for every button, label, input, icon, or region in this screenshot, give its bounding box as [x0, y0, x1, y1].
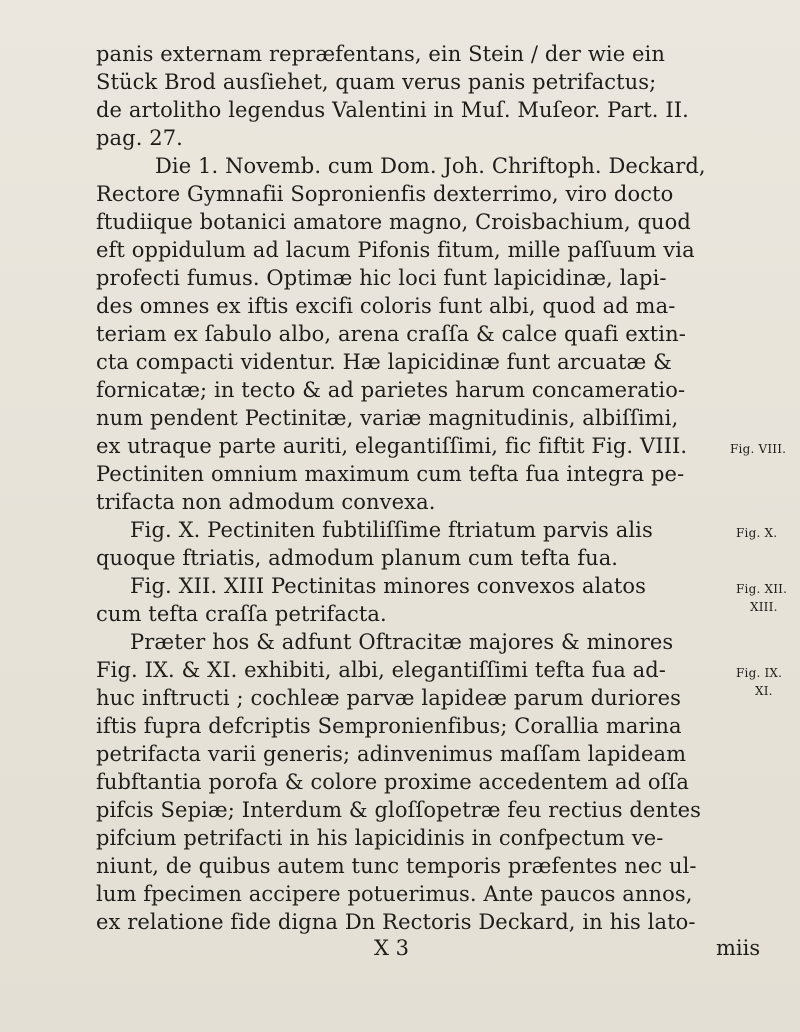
text-line-7: ftudiique botanici amatore magno, Croisbachium, quod: [96, 210, 691, 234]
catchword: miis: [716, 936, 761, 960]
text-line-18: Fig. X. Pectiniten fubtiliſſime ftriatum parvis alis: [130, 518, 653, 542]
text-line-8: eft oppidulum ad lacum Pifonis fitum, mille paſſuum via: [96, 238, 695, 262]
text-line-11: teriam ex ſabulo albo, arena craſſa & calce quafi extin-: [96, 322, 686, 346]
margin-note-xi: XI.: [755, 684, 773, 698]
signature-mark: X 3: [374, 936, 409, 960]
text-line-30: niunt, de quibus autem tunc temporis præfentes nec ul-: [96, 854, 697, 878]
text-line-6: Rectore Gymnafii Sopronienfis dexterrimo, viro docto: [96, 182, 674, 206]
text-line-21: cum tefta craſſa petrifacta.: [96, 602, 387, 626]
text-line-13: fornicatæ; in tecto & ad parietes harum concameratio-: [96, 378, 686, 402]
text-line-17: trifacta non admodum convexa.: [96, 490, 436, 514]
text-line-31: lum fpecimen accipere potuerimus. Ante paucos annos,: [96, 882, 693, 906]
margin-note-fig-x: Fig. X.: [736, 526, 778, 540]
text-line-19: quoque ftriatis, admodum planum cum tefta fua.: [96, 546, 619, 570]
margin-note-fig-ix: Fig. IX.: [736, 666, 783, 680]
margin-note-fig-xii: Fig. XII.: [736, 582, 788, 596]
text-line-23: Fig. IX. & XI. exhibiti, albi, elegantiſſimi tefta fua ad-: [96, 658, 666, 682]
text-line-16: Pectiniten omnium maximum cum tefta fua integra pe-: [96, 462, 685, 486]
text-line-28: pifcis Sepiæ; Interdum & gloſſopetræ feu rectius dentes: [96, 798, 702, 822]
text-line-12: cta compacti videntur. Hæ lapicidinæ funt arcuatæ &: [96, 350, 672, 374]
text-line-15: ex utraque parte auriti, elegantiſſimi, fic fiftit Fig. VIII.: [96, 434, 688, 458]
text-line-5: Die 1. Novemb. cum Dom. Joh. Chriftoph. Deckard,: [155, 154, 706, 178]
margin-note-xiii: XIII.: [750, 600, 778, 614]
text-line-4: pag. 27.: [96, 126, 183, 150]
text-line-10: des omnes ex iftis excifi coloris funt albi, quod ad ma-: [96, 294, 676, 318]
text-line-25: iftis fupra defcriptis Sempronienfibus; Corallia marina: [96, 714, 682, 738]
text-line-24: huc inftructi ; cochleæ parvæ lapideæ parum duriores: [96, 686, 681, 710]
text-line-2: Stück Brod ausſiehet, quam verus panis petrifactus;: [96, 70, 657, 94]
text-line-29: pifcium petrifacti in his lapicidinis in confpectum ve-: [96, 826, 664, 850]
text-line-9: profecti fumus. Optimæ hic loci funt lapicidinæ, lapi-: [96, 266, 667, 290]
text-line-1: panis externam repræfentans, ein Stein / der wie ein: [96, 42, 666, 66]
text-line-20: Fig. XII. XIII Pectinitas minores convexos alatos: [130, 574, 647, 598]
text-line-32: ex relatione fide digna Dn Rectoris Deckard, in his lato-: [96, 910, 696, 934]
text-line-14: num pendent Pectinitæ, variæ magnitudinis, albiſſimi,: [96, 406, 679, 430]
text-line-22: Præter hos & adfunt Oftracitæ majores & minores: [130, 630, 674, 654]
text-line-26: petrifacta varii generis; adinvenimus maſſam lapideam: [96, 742, 687, 766]
margin-note-fig-viii: Fig. VIII.: [730, 442, 787, 456]
text-line-27: fubftantia porofa & colore proxime accedentem ad oſſa: [96, 770, 690, 794]
text-line-3: de artolitho legendus Valentini in Muſ. Muſeor. Part. II.: [96, 98, 689, 122]
